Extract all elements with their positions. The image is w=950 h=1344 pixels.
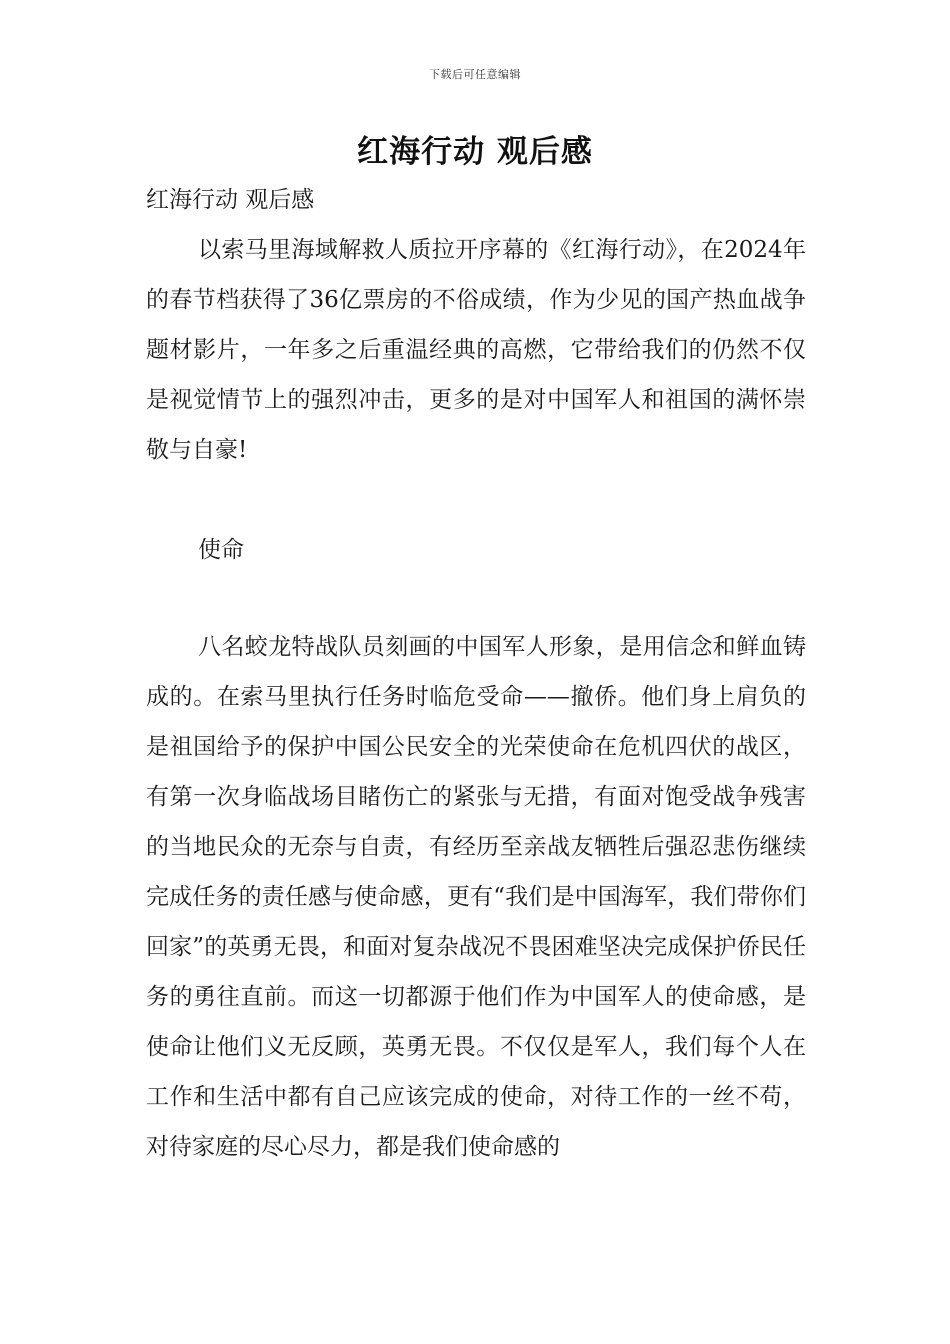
section-heading-mission: 使命 (198, 537, 244, 563)
paragraph-mission: 八名蛟龙特战队员刻画的中国军人形象，是用信念和鲜血铸成的。在索马里执行任务时临危受命——撤侨。他们身上肩负的是祖国给予的保护中国公民安全的光荣使命在危机四伏的战区，有第一次身临战场目睹伤亡的紧张与无措，有面对饱受战争残害的当地民众的无奈与自责，有经历至亲战友牺牲后强忍悲伤继续完成任务的责任感与使命感，更有“我们是中国海军，我们带你们回家”的英勇无畏，和面对复杂战况不畏困难坚决完成保护侨民任务的勇往直前。而这一切都源于他们作为中国军人的使命感，是使命让他们义无反顾，英勇无畏。不仅仅是军人，我们每个人在工作和生活中都有自己应该完成的使命，对待工作的一丝不苟，对待家庭的尽心尽力，都是我们使命感的 (146, 634, 806, 1160)
document-subtitle: 红海行动 观后感 (146, 187, 315, 213)
document-title: 红海行动 观后感 (357, 134, 593, 170)
paragraph-intro: 以索马里海域解救人质拉开序幕的《红海行动》，在2024年的春节档获得了36亿票房的不俗成绩，作为少见的国产热血战争题材影片，一年多之后重温经典的高燃，它带给我们的仍然不仅是视觉情节上的强烈冲击，更多的是对中国军人和祖国的满怀崇敬与自豪! (146, 237, 806, 463)
header-note: 下载后可任意编辑 (429, 68, 521, 81)
